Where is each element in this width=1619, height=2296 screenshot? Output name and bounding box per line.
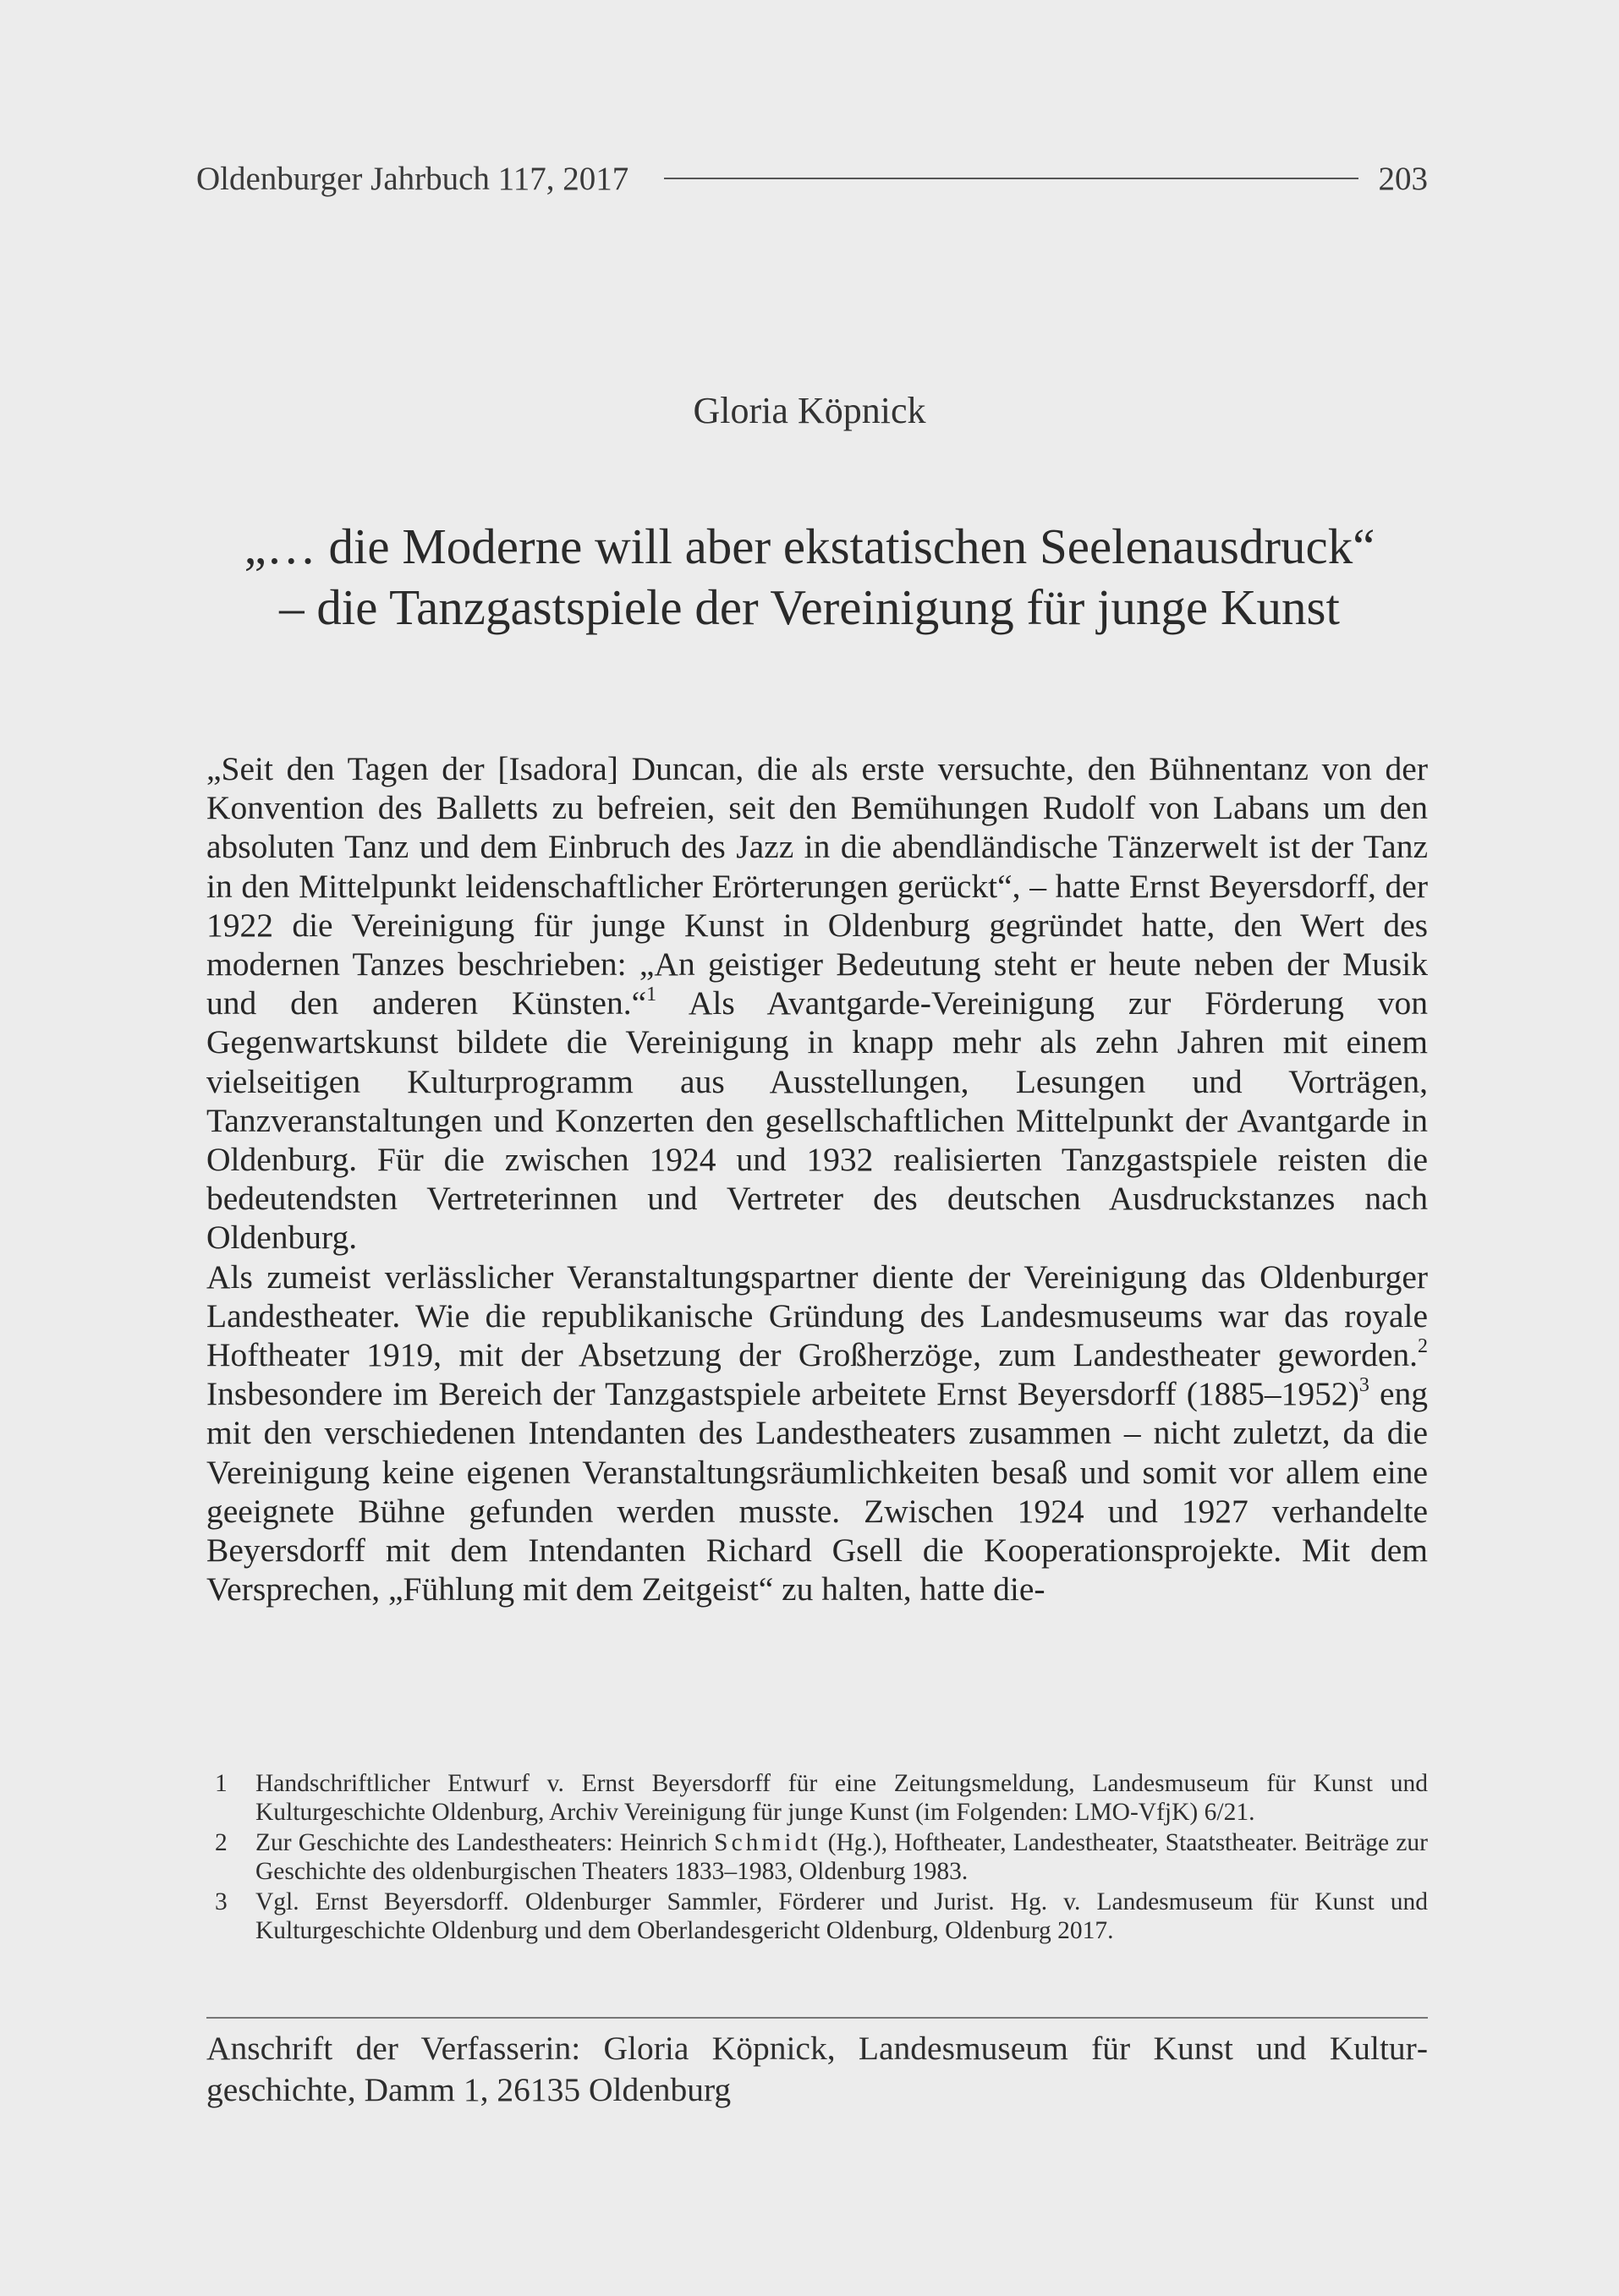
article-author: Gloria Köpnick [693,390,926,431]
address-rule [206,2017,1428,2019]
body-paragraph-2 [206,1258,1428,1609]
footnote-reference: 1 [646,984,657,1006]
header-rule [664,178,1358,179]
article-body [206,749,1428,1608]
title-line-1: „… die Moderne will aber ekstatischen Seelenausdruck“ [244,518,1375,574]
body-text-run: Als Avantgarde-Vereinigung zur Förderung von Gegenwartskunst bildete die Vereinigung in knapp mehr als zehn Jahren mit einem vielseitigen Kulturprogramm aus Ausstellungen, Lesungen und Vorträgen, Tanzveranstaltungen und Konzerten den gesellschaftlichen Mittelpunkt der Avantgarde in Oldenburg. Für die zwischen 1924 und 1932 realisierten Tanzgastspiele reisten die bedeutendsten Vertreterinnen und Vertreter des deutschen Ausdruckstanzes nach Oldenburg. [206,984,1429,1257]
footnote-text-run: (Hg.), Hoftheater, Landestheater, Staatstheater. Beiträge zur Geschichte des oldenburgischen Theaters 1833–1983, Oldenburg 1983. [255,1829,1428,1885]
title-line-2: – die Tanzgastspiele der Vereinigung für junge Kunst [279,579,1340,635]
footnote-reference: 2 [1418,1335,1428,1358]
footnote [215,1769,1428,1827]
footnote-number: 3 [215,1888,228,1915]
page-number: 203 [1378,160,1428,197]
journal-name: Oldenburger Jahrbuch 117, 2017 [196,160,629,197]
footnote-number: 2 [215,1829,228,1856]
author-surname: Schmidt [714,1829,821,1856]
article-title [0,516,1619,638]
footnote-text-run: Zur Geschichte des Landestheaters: Heinrich [255,1829,715,1856]
footnote-text: Handschriftlicher Entwurf v. Ernst Beyersdorff für eine Zeitungsmeldung, Landesmuseum für Kunst und Kulturgeschichte Oldenburg, Archiv Vereinigung für junge Kunst (im Folgenden: LMO-VfjK) 6/21. [255,1770,1428,1826]
footnote [215,1828,1428,1886]
footnote-reference: 3 [1358,1374,1369,1397]
footnote [215,1888,1428,1945]
footnote-text: Vgl. Ernst Beyersdorff. Oldenburger Sammler, Förderer und Jurist. Hg. v. Landesmuseum für Kunst und Kulturgeschichte Oldenburg und dem Oberlandesgericht Oldenburg, Oldenburg 2017. [255,1888,1428,1944]
body-text-run: „Seit den Tagen der [Isadora] Duncan, die als erste versuchte, den Bühnentanz von der Konvention des Balletts zu befreien, seit den Bemühungen Rudolf von Labans um den absoluten Tanz und dem Einbruch des Jazz in die abendländische Tänzerwelt ist der Tanz in den Mittelpunkt leidenschaftlicher Erörterungen gerückt“, – hatte Ernst Beyersdorff, der 1922 die Vereinigung für junge Kunst in Oldenburg gegründet hatte, den Wert des modernen Tanzes beschrieben: „An geistiger Bedeutung steht er heute neben der Musik und den anderen Künsten.“ [206,750,1428,1022]
body-text-run: Insbesondere im Bereich der Tanzgastspiele arbeitete Ernst Beyersdorff (1885–1952) [206,1375,1359,1413]
body-paragraph-1 [206,749,1428,1258]
footnote-text [255,1828,1428,1886]
body-text-run: eng mit den verschiedenen Intendanten des Landestheaters zusammen – nicht zuletzt, da die Vereinigung keine eigenen Veranstaltungsräumlichkeiten besaß und somit vor allem eine geeignete Bühne gefunden werden musste. Zwischen 1924 und 1927 verhandelte Beyersdorff mit dem Intendanten Richard Gsell die Kooperationsprojekte. Mit dem Versprechen, „Fühlung mit dem Zeitgeist“ zu halten, hatte die- [206,1375,1428,1608]
running-head [196,157,1428,200]
author-address: Anschrift der Verfasserin: Gloria Köpnick, Landesmuseum für Kunst und Kulturgeschichte, Damm 1, 26135 Oldenburg [206,2030,1428,2108]
footnotes [215,1769,1428,1947]
footnote-number: 1 [215,1770,228,1797]
body-text-run: Als zumeist verlässlicher Veranstaltungspartner diente der Vereinigung das Oldenburger Landestheater. Wie die republikanische Gründung des Landesmuseums war das royale Hoftheater 1919, mit der Absetzung der Großherzöge, zum Landestheater geworden. [206,1258,1428,1374]
